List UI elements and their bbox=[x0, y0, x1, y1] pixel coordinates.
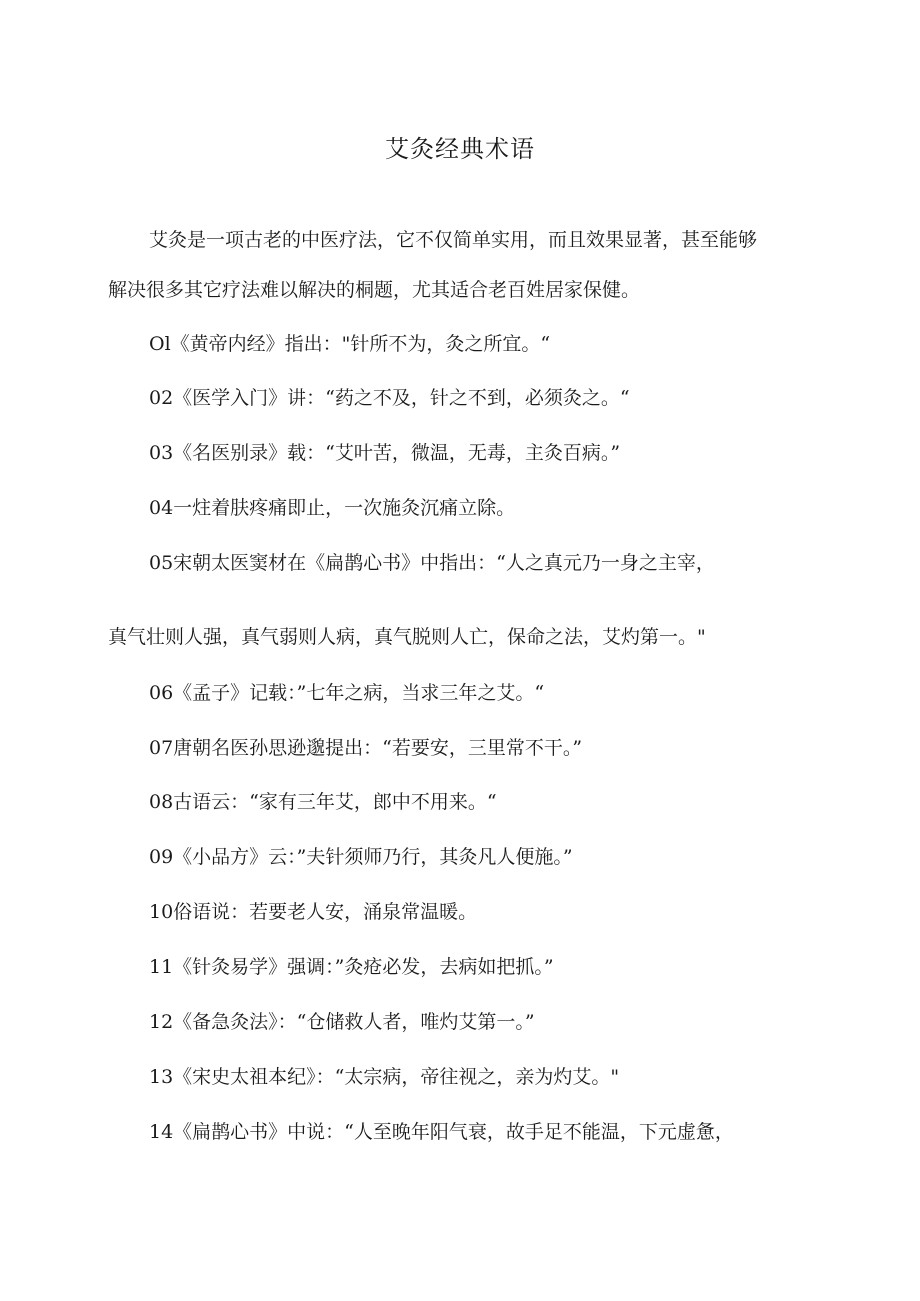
intro-line: 艾灸是一项古老的中医疗法，它不仅简单实用，而且效果显著，甚至能够 bbox=[149, 229, 758, 251]
list-item: 06《孟子》记载：”七年之病，当求三年之艾。“ bbox=[149, 682, 545, 704]
intro-line: 解决很多其它疗法难以解决的桐题，尤其适合老百姓居家保健。 bbox=[108, 279, 641, 301]
list-item: 12《备急灸法》：“仓储救人者，唯灼艾第一。” bbox=[149, 1011, 535, 1033]
list-item: 05宋朝太医窦材在《扁鹊心书》中指出：“人之真元乃一身之主宰， bbox=[149, 552, 715, 574]
list-item: 10俗语说：若要老人安，涌泉常温暖。 bbox=[149, 901, 478, 923]
list-item: Ol《黄帝内经》指出："针所不为，灸之所宜。“ bbox=[149, 333, 551, 355]
list-item: 04一炷着肤疼痛即止，一次施灸沉痛立除。 bbox=[149, 497, 516, 519]
list-item: 09《小品方》云：”夫针须师乃行，其灸凡人便施。” bbox=[149, 846, 573, 868]
list-item: 13《宋史太祖本纪》：“太宗病，帝往视之，亲为灼艾。" bbox=[149, 1066, 620, 1088]
list-item-continuation: 真气壮则人强，真气弱则人病，真气脱则人亡，保命之法，艾灼第一。" bbox=[108, 626, 706, 648]
list-item: 08古语云：“家有三年艾，郎中不用来。“ bbox=[149, 791, 497, 813]
list-item: 07唐朝名医孙思逊邈提出：“若要安，三里常不干。” bbox=[149, 737, 583, 759]
list-item: 03《名医别录》载：“艾叶苦，微温，无毒，主灸百病。” bbox=[149, 442, 621, 464]
list-item: 02《医学入门》讲：“药之不及，针之不到，必须灸之。“ bbox=[149, 387, 630, 409]
list-item: 11《针灸易学》强调：”灸疮必发，去病如把抓。” bbox=[149, 956, 554, 978]
list-item: 14《扁鹊心书》中说：“人至晚年阳气衰，故手足不能温，下元虚惫， bbox=[149, 1121, 734, 1143]
document-title: 艾灸经典术语 bbox=[385, 135, 535, 163]
